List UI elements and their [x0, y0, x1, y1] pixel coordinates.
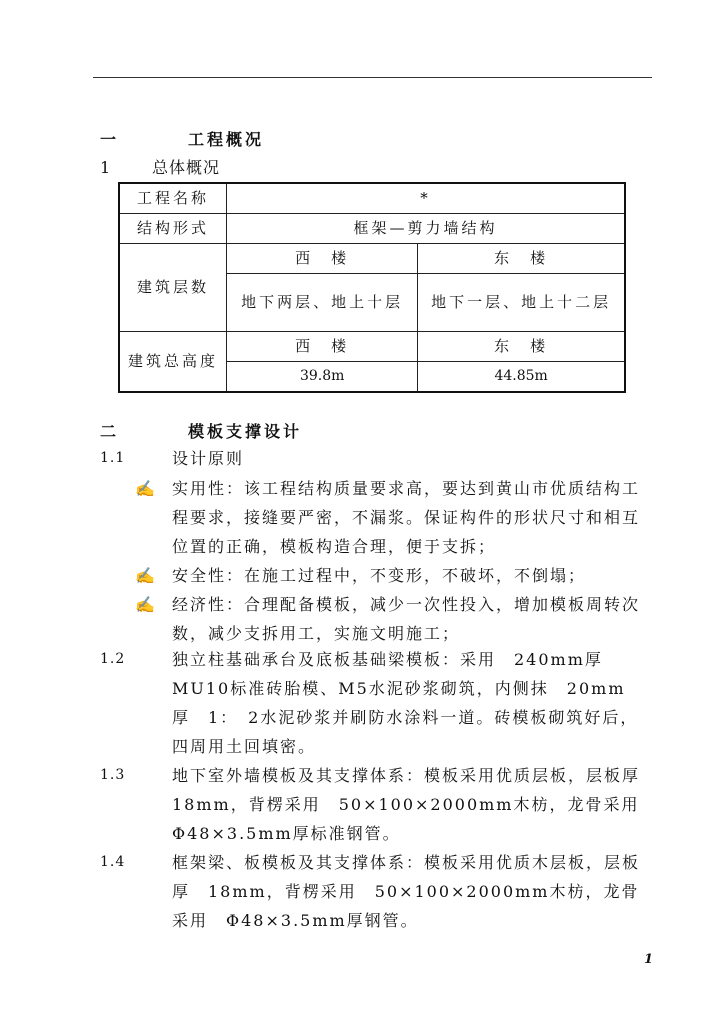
- section1-title: 工程概况: [188, 130, 265, 149]
- item-1-2-number: 1.2: [100, 651, 126, 667]
- east-building-label-2: 东 楼: [418, 332, 625, 362]
- sub1-number: 1: [100, 158, 112, 177]
- bullet-safety-text: 安全性：在施工过程中，不变形，不破坏，不倒塌；: [172, 566, 587, 585]
- floors-label: 建筑层数: [119, 244, 227, 332]
- item-1-4-text: 框架梁、板模板及其支撑体系：模板采用优质木层板，层板厚 18mm，背楞采用 50×100×2000mm木枋，龙骨采用 Φ48×3.5mm厚钢管。: [172, 853, 641, 930]
- section1-number: 一: [100, 130, 120, 149]
- overview-table: [118, 182, 626, 393]
- bullet-practicality-text: 实用性：该工程结构质量要求高，要达到黄山市优质结构工程要求，接缝要严密，不漏浆。保证构件的形状尺寸和相互位置的正确，模板构造合理，便于支拆；: [172, 479, 641, 556]
- structure-label: 结构形式: [119, 214, 227, 244]
- project-name-value: *: [227, 183, 625, 214]
- west-building-label-2: 西 楼: [227, 332, 418, 362]
- item-1-3-text: 地下室外墙模板及其支撑体系：模板采用优质层板，层板厚 18mm，背楞采用 50×100×2000mm木枋，龙骨采用 Φ48×3.5mm厚标准钢管。: [172, 766, 659, 843]
- item-1-2-text: 独立柱基础承台及底板基础梁模板：采用 240mm厚MU10标准砖胎模、M5水泥砂浆砌筑，内侧抹 20mm厚 1： 2水泥砂浆并刷防水涂料一道。砖模板砌筑好后，四周用土回填密。: [172, 650, 639, 756]
- project-name-label: 工程名称: [119, 183, 227, 214]
- east-building-label: 东 楼: [418, 244, 625, 274]
- pen-icon: ✍: [135, 479, 155, 498]
- header-rule: [93, 77, 652, 78]
- section2-title: 模板支撑设计: [188, 422, 303, 441]
- west-floors: 地下两层、地上十层: [227, 274, 418, 332]
- item-1-1-number: 1.1: [100, 450, 126, 466]
- pen-icon: ✍: [135, 595, 155, 614]
- bullet-economy-text: 经济性：合理配备模板，减少一次性投入，增加模板周转次数，减少支拆用工，实施文明施工；: [172, 595, 641, 643]
- west-height: 39.8m: [227, 362, 418, 393]
- east-floors: 地下一层、地上十二层: [418, 274, 625, 332]
- height-label: 建筑总高度: [119, 332, 227, 393]
- pen-icon: ✍: [135, 566, 155, 585]
- west-building-label: 西 楼: [227, 244, 418, 274]
- east-height: 44.85m: [418, 362, 625, 393]
- structure-value: 框架—剪力墙结构: [227, 214, 625, 244]
- section2-number: 二: [100, 422, 120, 441]
- item-1-1-text: 设计原则: [172, 449, 245, 468]
- page-number: 1: [644, 952, 654, 967]
- item-1-3-number: 1.3: [100, 767, 126, 783]
- sub1-title: 总体概况: [152, 158, 221, 177]
- item-1-4-number: 1.4: [100, 854, 126, 870]
